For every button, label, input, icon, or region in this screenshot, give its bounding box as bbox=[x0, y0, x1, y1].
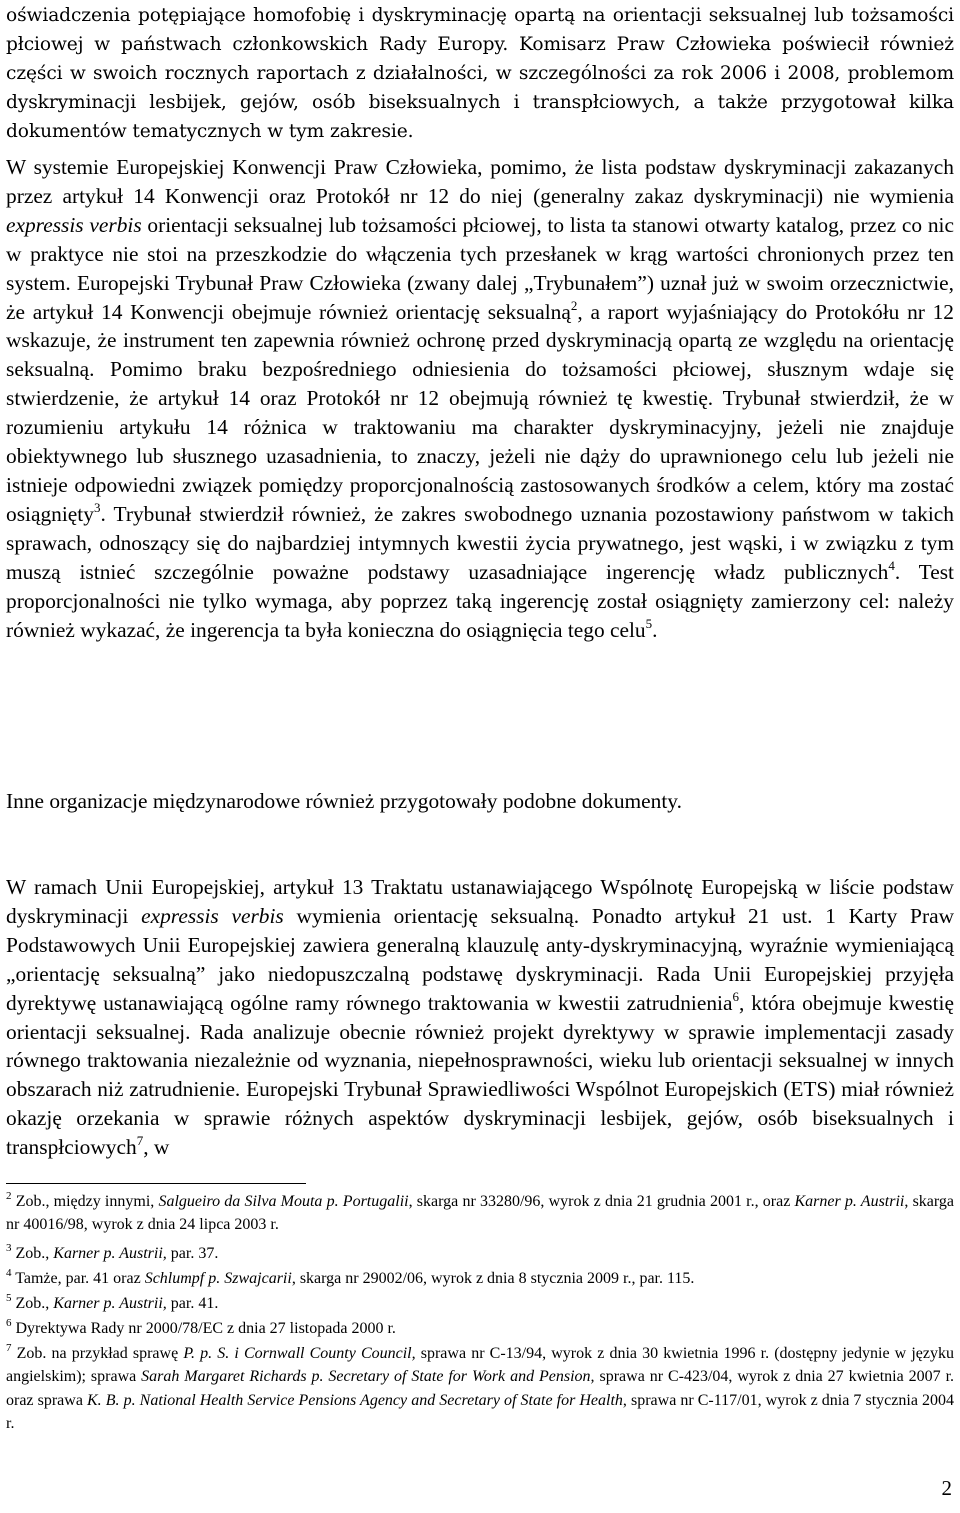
footnote-ref-5[interactable]: 5 bbox=[645, 615, 653, 631]
footnote-ref-6[interactable]: 6 bbox=[732, 988, 739, 1004]
footnote-5: $^5$ Zob., Karner p. Austrii, par. 41. bbox=[6, 1292, 219, 1312]
footnote-ref-2[interactable]: 2 bbox=[570, 297, 578, 313]
footnote-separator bbox=[6, 1183, 306, 1184]
footnote-4: $^4$ Tamże, par. 41 oraz Schlumpf p. Szwajcarii, skarga nr 29002/06, wyrok z dnia 8 stycznia 2009 r., par. 115. bbox=[6, 1267, 695, 1287]
footnote-ref-4[interactable]: 4 bbox=[888, 557, 895, 573]
footnote-ref-3[interactable]: 3 bbox=[93, 499, 101, 515]
page-number: 2 bbox=[941, 1476, 952, 1500]
paragraph-european-union: W ramach Unii Europejskiej, artykuł 13 Traktatu ustanawiającego Wspólnotę Europejską w liście podstaw dyskryminacji expressis verbis wymienia orientację seksualną. Ponadto artykuł 21 ust. 1 Karty Praw Podstawowych Unii Europejskiej zawiera generalną klauzulę anty-dyskryminacyjną, wyraźnie wymieniającą „orientację seksualną” jako niedopuszczalną podstawę dyskryminacji. Rada Unii Europejskiej przyjęła dyrektywę ustanawiającą ogólne ramy równego traktowania w kwestii zatrudnienia$^6$, która obejmuje kwestię orientacji seksualnej. Rada analizuje obecnie również projekt dyrektywy w sprawie implementacji zasady równego traktowania niezależnie od wyznania, niepełnosprawności, wieku lub orientacji seksualnej w innych obszarach niż zatrudnienie. Europejski Trybunał Sprawiedliwości Wspólnot Europejskich (ETS) miał również okazję orzekania w sprawie różnych aspektów dyskryminacji lesbijek, gejów, osób biseksualnych i transpłciowych$^7$, w bbox=[6, 875, 955, 1160]
footnote-3: $^3$ Zob., Karner p. Austrii, par. 37. bbox=[6, 1242, 219, 1262]
paragraph-council-of-europe: oświadczenia potępiające homofobię i dyskryminację opartą na orientacji seksualnej lub tożsamości płciowej w państwach członkowskich Rady Europy. Komisarz Praw Człowieka poświecił również części w swoich rocznych raportach z działalności, w szczególności za rok 2006 i 2008, problemom dyskryminacji lesbijek, gejów, osób biseksualnych i transpłciowych, a także przygotował kilka dokumentów tematycznych w tym zakresie. bbox=[6, 5, 954, 142]
footnote-7: $^7$ Zob. na przykład sprawę P. p. S. i Cornwall County Council, sprawa nr C-13/94, wyrok z dnia 30 kwietnia 1996 r. (dostępny jedynie w języku angielskim); sprawa Sarah Margaret Richards p. Secretary of State for Work and Pension, sprawa nr C-423/04, wyrok z dnia 27 kwietnia 2007 r. oraz sprawa K. B. p. National Health Service Pensions Agency and Secretary of State for Health, sprawa nr C-117/01, wyrok z dnia 7 stycznia 2004 r. bbox=[6, 1342, 955, 1433]
footnote-6: $^6$ Dyrektywa Rady nr 2000/78/EC z dnia 27 listopada 2000 r. bbox=[6, 1317, 396, 1337]
paragraph-other-organizations: Inne organizacje międzynarodowe również przygotowały podobne dokumenty. bbox=[6, 789, 682, 813]
paragraph-echr: W systemie Europejskiej Konwencji Praw Człowieka, pomimo, że lista podstaw dyskryminacji zakazanych przez artykuł 14 Konwencji oraz Protokół nr 12 do niej (generalny zakaz dyskryminacji) nie wymienia expressis verbis orientacji seksualnej lub tożsamości płciowej, to lista ta stanowi otwarty katalog, przez co nic w praktyce nie stoi na przeszkodzie do włączenia tych przesłanek w krąg wartości chronionych przez ten system. Europejski Trybunał Praw Człowieka (zwany dalej „Trybunałem”) uznał już w swoim orzecznictwie, że artykuł 14 Konwencji obejmuje również orientację seksualną$^2$, a raport wyjaśniający do Protokółu nr 12 wskazuje, że instrument ten zapewnia również ochronę przed dyskryminacją opartą ze względu na orientację seksualną. Pomimo braku bezpośredniego odniesienia do tożsamości płciowej, słusznym wdaje się stwierdzenie, że artykuł 14 oraz Protokół nr 12 obejmują również tę kwestię. Trybunał stwierdził, że w rozumieniu artykułu 14 różnica w traktowaniu ma charakter dyskryminacyjny, jeżeli nie znajduje obiektywnego lub słusznego uzasadnienia, to znaczy, jeżeli nie dąży do uprawnionego celu lub jeżeli nie istnieje odpowiedni związek pomiędzy proporcjonalnością zastosowanych środków a celem, który ma zostać osiągnięty$^3$. Trybunał stwierdził również, że zakres swobodnego uznania pozostawiony państwom w takich sprawach, odnoszący się do najbardziej intymnych kwestii życia prywatnego, jest wąski, i w związku z tym muszą istnieć szczególnie poważne podstawy uzasadniające ingerencję władz publicznych$^4$. Test proporcjonalności nie tylko wymaga, aby poprzez taką ingerencję został osiągnięty zamierzony cel: należy również wykazać, że ingerencja ta była konieczna do osiągnięcia tego celu$^5$. bbox=[6, 155, 955, 642]
footnote-2: $^2$ Zob., między innymi, Salgueiro da Silva Mouta p. Portugalii, skarga nr 33280/96, wyrok z dnia 21 grudnia 2001 r., oraz Karner p. Austrii, skarga nr 40016/98, wyrok z dnia 24 lipca 2003 r. bbox=[6, 1190, 955, 1234]
footnote-ref-7[interactable]: 7 bbox=[136, 1133, 144, 1149]
